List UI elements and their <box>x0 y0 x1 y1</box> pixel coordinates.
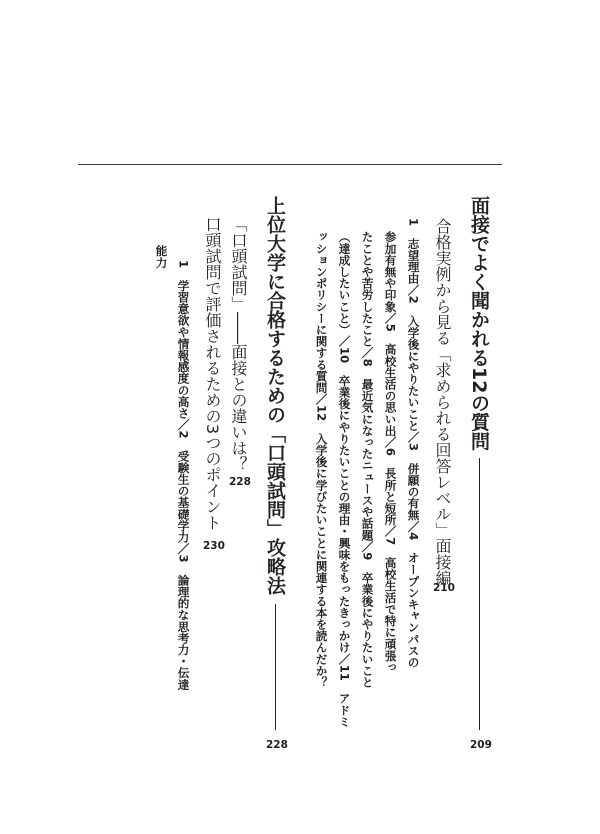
item-line-1: 1 志望理由／2 入学後にやりたいこと／3 併願の有無／4 オープンキャンパスの <box>406 218 421 668</box>
item-line-4: （達成したいこと）／10 卒業後にやりたいことの理由・興味をもったきっかけ／11 アドミ <box>337 231 352 728</box>
page-number-chapter-2: 228 <box>266 739 288 751</box>
leader-line-chapter-1 <box>479 458 480 730</box>
item-line-6: 1 学習意欲や情報感度の高さ／2 受験生の基礎学力／3 論理的な思考力・伝達 <box>176 260 191 691</box>
item-line-2: 参加有無や印象／5 高校生活の思い出／6 長所と短所／7 高校生活で特に頑張っ <box>383 231 398 673</box>
item-line-7: 能力 <box>154 245 169 269</box>
chapter-title-1[interactable]: 面接でよく聞かれる12の質問 <box>468 196 490 451</box>
chapter-title-2[interactable]: 上位大学に合格するための「口頭試問」攻略法 <box>264 196 286 595</box>
section-title-3[interactable]: 口頭試問で評価されるための3つのポイント <box>203 216 222 531</box>
item-line-3: たことや苦労したこと／8 最近気になったニュースや話題／9 卒業後にやりたいこと <box>360 231 375 688</box>
page-number-section-1: 210 <box>433 582 455 594</box>
page-number-section-2: 228 <box>229 476 251 488</box>
page-number-chapter-1: 209 <box>470 739 492 751</box>
leader-line-chapter-2 <box>275 604 276 730</box>
section-title-1[interactable]: 合格実例から見る「求められる回答レベル」面接編 <box>433 218 452 586</box>
item-line-5: ッションポリシーに関する質問／12 入学後に学びたいことに関連する本を読んだか？ <box>314 231 329 688</box>
header-rule <box>78 164 502 165</box>
page-number-section-3: 230 <box>203 540 225 552</box>
section-title-2[interactable]: 「口頭試問」――面接との違いは？ <box>229 216 248 472</box>
